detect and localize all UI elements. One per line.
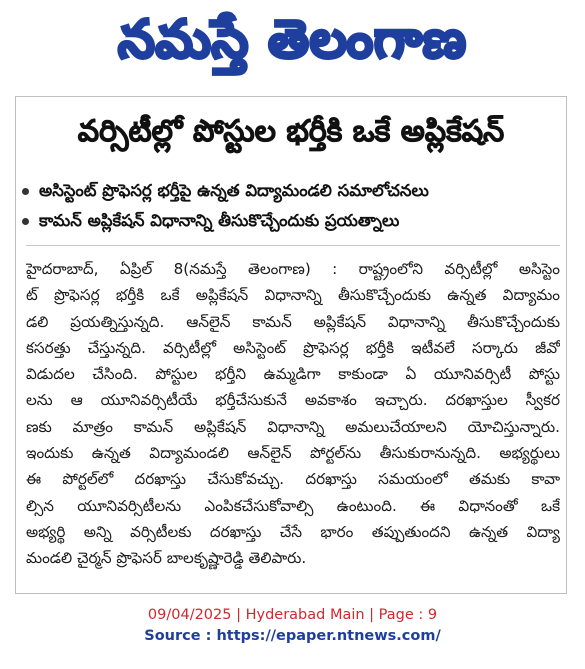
body-line: ఇందుకు ఉన్నత విద్యామండలి ఆన్‌లైన్ పోర్టల్‌ను తీసుకురానున్నది. అభ్యర్థులు	[26, 444, 560, 463]
subheading-item	[22, 206, 562, 236]
body-line: మండలి చైర్మన్ ప్రొఫెసర్ బాలకృష్ణారెడ్డి తెలిపారు.	[26, 549, 307, 568]
bullet-dot-icon	[22, 188, 29, 195]
body-line: ఈ పోర్టల్‌లో దరఖాస్తు చేసుకోవచ్చు. దరఖాస్తు సమయంలో తమకు కావా	[26, 470, 560, 489]
body-line: డలి ప్రయత్నిస్తున్నది. ఆన్‌లైన్ కామన్ అప్లికేషన్ విధానాన్ని తీసుకొచ్చేందుకు	[26, 312, 560, 331]
article-headline: వర్సిటీల్లో పోస్టుల భర్తీకి ఒకే అప్లికేషన్	[77, 114, 505, 149]
bullet-dot-icon	[22, 218, 29, 225]
article-body	[26, 256, 560, 572]
body-line: విడుదల చేసింది. పోస్టుల భర్తీని ఉమ్మడిగా కాకుండా ఏ యూనివర్సిటీ పోస్టు	[26, 365, 560, 384]
body-line: ట్ ప్రొఫెసర్ల భర్తీకి ఒకే అప్లికేషన్ విధానాన్ని తీసుకొచ్చేందుకు ఉన్నత విద్యామం	[26, 286, 560, 305]
masthead-title: నమస్తే తెలంగాణ	[118, 10, 467, 70]
source-line	[0, 626, 585, 646]
subheading-text: కామన్ అప్లికేషన్ విధానాన్ని తీసుకొచ్చేందుకు ప్రయత్నాలు	[39, 211, 400, 230]
body-line: కసరత్తు చేస్తున్నది. వర్సిటీల్లో అసిస్టెంట్ ప్రొఫెసర్ల భర్తీకి ఇటీవలే సర్కారు జీవో	[26, 338, 560, 357]
page-footer	[0, 604, 585, 646]
article-subheadings	[22, 176, 562, 236]
source-label: Source :	[144, 628, 217, 644]
body-line: ణకు మాత్రం కామన్ అప్లికేషన్ విధానాన్ని అమలుచేయాలని యోచిస్తున్నారు.	[26, 417, 560, 436]
source-url-link[interactable]: https://epaper.ntnews.com/	[216, 628, 441, 644]
newspaper-masthead	[0, 4, 585, 82]
body-line: లను ఆ యూనివర్సిటీయే భర్తీచేసుకునే అవకాశం ఇచ్చారు. దరఖాస్తుల స్వీకర	[26, 391, 560, 410]
body-line: ల్సిన యూనివర్సిటీలను ఎంపికచేసుకోవాల్సి ఉంటుంది. ఈ విధానంతో ఒకే	[26, 496, 560, 515]
edition-info: 09/04/2025 | Hyderabad Main | Page : 9	[147, 607, 438, 623]
subheading-item	[22, 176, 562, 206]
section-divider	[26, 245, 560, 246]
body-line: అభ్యర్థి అన్ని వర్సిటీలకు దరఖాస్తు చేసే భారం తప్పుతుందని ఉన్నత విద్యా	[26, 522, 560, 541]
body-line: హైదరాబాద్, ఏప్రిల్ 8(నమస్తే తెలంగాణ) : రాష్ట్రంలోని వర్సిటీల్లో అసిస్టెం	[26, 260, 560, 278]
subheading-text: అసిస్టెంట్ ప్రొఫెసర్ల భర్తీపై ఉన్నత విద్యామండలి సమాలోచనలు	[39, 181, 429, 200]
